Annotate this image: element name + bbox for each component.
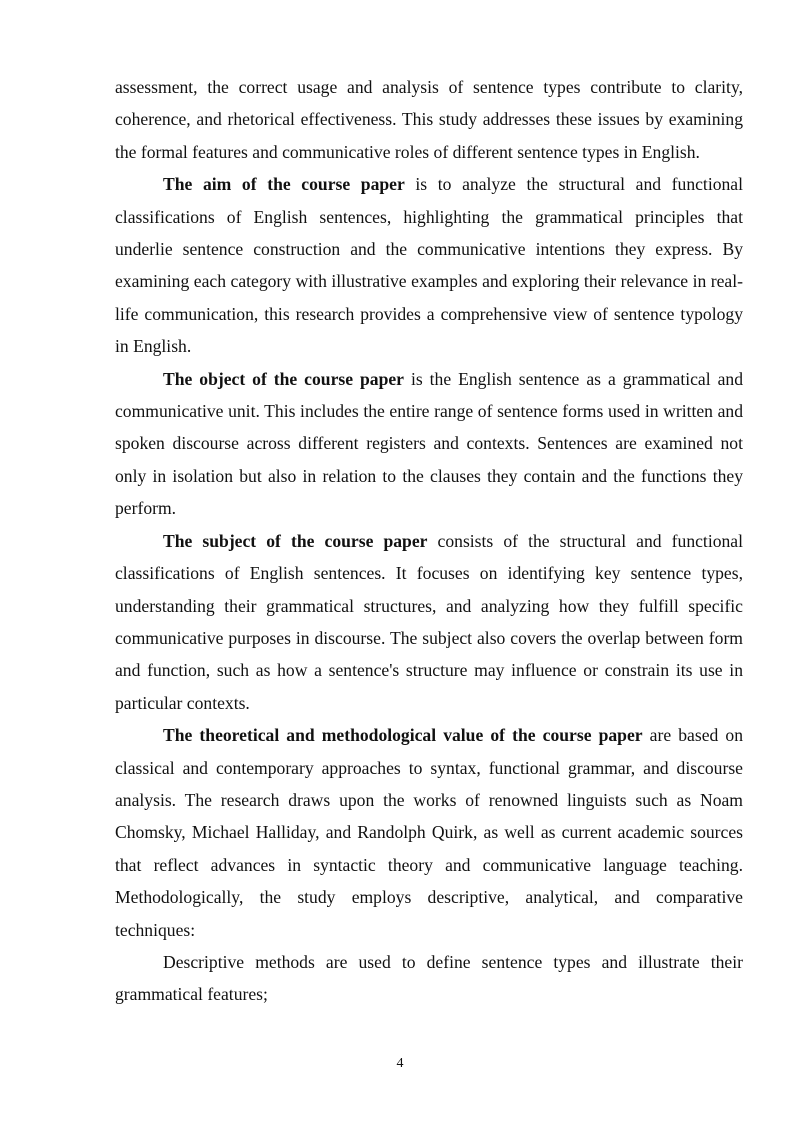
page-number: 4 — [396, 1056, 404, 1071]
paragraph-text: Descriptive methods are used to define sentence types and illustrate their grammatical features; — [115, 951, 743, 1005]
paragraph-aim — [115, 168, 743, 362]
paragraph-text: consists of the structural and functional classifications of English sentences. It focuses on identifying key sentence types, understanding their grammatical structures, and analyzing how they fulfill specific communicative purposes in discourse. The subject also covers the overlap between form and function, such as how a sentence's structure may influence or constrain its use in particular contexts. — [115, 530, 743, 713]
paragraph-bold-lead: The aim of the course paper — [163, 174, 405, 195]
page-body — [115, 71, 743, 1011]
paragraph-bold-lead: The object of the course paper — [163, 368, 404, 389]
paragraph-intro-continued — [115, 71, 743, 168]
paragraph-text: is the English sentence as a grammatical and communicative unit. This includes the entire range of sentence forms used in written and spoken discourse across different registers and contexts. Sentences are examined not only in isolation but also in relation to the clauses they contain and the functions they perform. — [115, 368, 743, 519]
paragraph-subject — [115, 525, 743, 719]
paragraph-text: assessment, the correct usage and analysis of sentence types contribute to clarity, coherence, and rhetorical effectiveness. This study addresses these issues by examining the formal features and communicative roles of different sentence types in English. — [115, 77, 743, 162]
paragraph-bold-lead: The subject of the course paper — [163, 530, 428, 551]
paragraph-descriptive-methods — [115, 946, 743, 1011]
paragraph-text: is to analyze the structural and functional classifications of English sentences, highlighting the grammatical principles that underlie sentence construction and the communicative intentions they express. By examining each category with illustrative examples and exploring their relevance in real-life communication, this research provides a comprehensive view of sentence typology in English. — [115, 174, 743, 357]
paragraph-bold-lead: The theoretical and methodological value of the course paper — [163, 725, 643, 746]
paragraph-object — [115, 363, 743, 525]
paragraph-theoretical-value — [115, 719, 743, 946]
paragraph-text: are based on classical and contemporary approaches to syntax, functional grammar, and discourse analysis. The research draws upon the works of renowned linguists such as Noam Chomsky, Michael Halliday, and Randolph Quirk, as well as current academic sources that reflect advances in syntactic theory and communicative language teaching. Methodologically, the study employs descriptive, analytical, and comparative techniques: — [115, 725, 743, 940]
